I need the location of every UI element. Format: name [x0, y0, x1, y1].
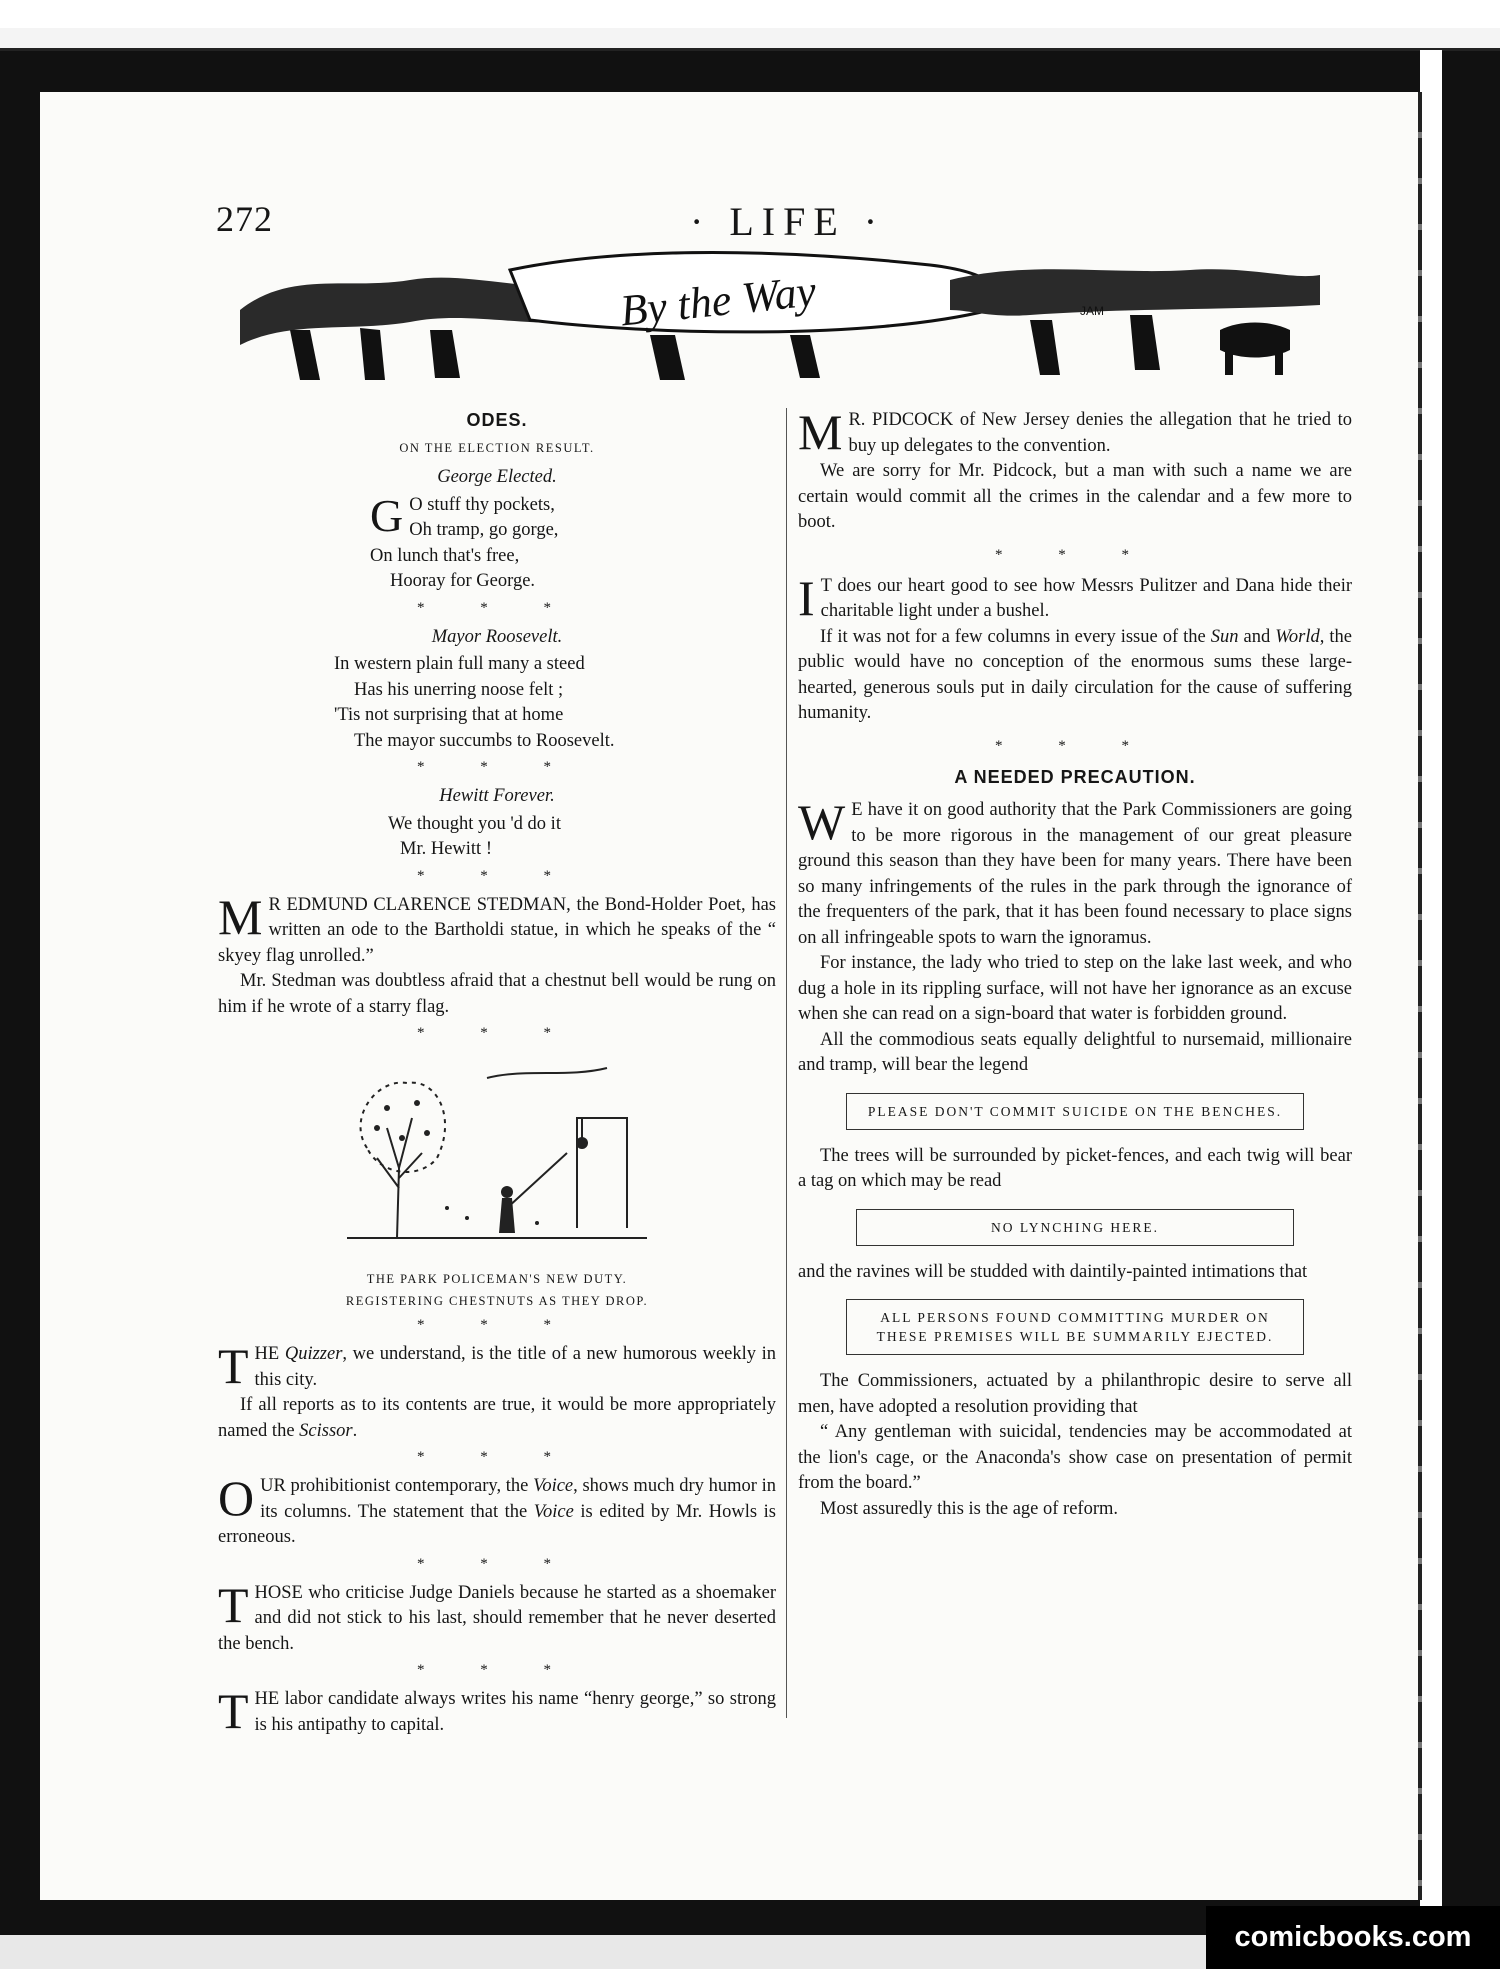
drop-cap: T: [218, 1683, 249, 1739]
binding-spine: [1418, 92, 1422, 1900]
paragraph-text: of New Jersey denies the allegation that he tried to buy up delegates to the convention.: [848, 410, 1352, 456]
lead-words: UR: [260, 1476, 286, 1496]
poem-line: Has his unerring noose felt ;: [354, 679, 564, 700]
paragraph-text: the Bond-Holder Poet, has written an ode to the Bartholdi statue, in which he speaks of the “ skyey flag unrolled.”: [218, 894, 776, 966]
section-separator: * * *: [417, 1555, 577, 1572]
section-separator: * * *: [417, 867, 577, 884]
precaution-article: [798, 765, 1352, 1523]
scan-right-edge: [1420, 50, 1442, 1930]
paragraph: The trees will be surrounded by picket-fences, and each twig will bear a tag on which may be read: [798, 1145, 1352, 1191]
caption-line: REGISTERING CHESTNUTS AS THEY DROP.: [345, 1294, 649, 1308]
drop-cap: T: [218, 1576, 249, 1633]
page-number: 272: [216, 199, 273, 239]
sign-board: PLEASE DON'T COMMIT SUICIDE ON THE BENCHES.: [846, 1093, 1304, 1130]
poem-title: Mayor Roosevelt.: [431, 626, 563, 647]
paragraph-text: have it on good authority that the Park Commissioners are going to be more rigorous in the management of our great pleasure ground this season than they have been for many years. There have been so many infringements of the rules in the park through the ignorance of the frequenters of the park, that it has been found necessary to place signs on all infringeable spots to warn the ignoramus.: [798, 800, 1352, 948]
poem-george: [218, 489, 776, 595]
labor-item: [218, 1683, 776, 1739]
lead-words: HOSE: [254, 1582, 303, 1603]
paragraph-text: does our heart good to see how Messrs Pulitzer and Dana hide their charitable light under a bushel.: [820, 575, 1352, 621]
section-separator: * * *: [417, 1025, 577, 1041]
quizzer-item: [218, 1338, 776, 1444]
poem-line: Mr. Hewitt !: [400, 839, 492, 859]
masthead-title: · LIFE ·: [690, 199, 886, 244]
right-column: [798, 404, 1352, 1522]
poem-line: O stuff thy pockets,: [409, 494, 555, 515]
pidcock-item: [798, 404, 1352, 536]
drop-cap: I: [798, 569, 815, 626]
paragraph: The Commissioners, actuated by a philanthropic desire to serve all men, have adopted a resolution providing that: [798, 1371, 1352, 1417]
section-separator: * * *: [417, 1662, 577, 1678]
drop-cap: W: [798, 794, 846, 850]
drop-cap: G: [370, 489, 404, 541]
paragraph: If it was not for a few columns in every issue of the Sun and World, the public would have no conception of the enormous sums these large-hearted, generous souls put in daily circulation for the cause of suffering humanity.: [798, 626, 1352, 723]
paragraph-text: , we understand, is the title of a new humorous weekly in this city.: [254, 1344, 776, 1390]
banner-signature: JAM: [1080, 304, 1104, 318]
publication-name: Voice: [533, 1501, 574, 1522]
column-divider: [786, 408, 787, 1718]
caption-line: THE PARK POLICEMAN'S NEW DUTY.: [366, 1272, 628, 1286]
left-column: [218, 408, 776, 1738]
paragraph: Most assuredly this is the age of reform.: [820, 1498, 1118, 1519]
section-separator: * * *: [417, 1449, 577, 1465]
section-separator: * * *: [417, 759, 577, 775]
illustration-caption: [218, 1268, 776, 1312]
publication-name: Quizzer: [284, 1344, 343, 1364]
poem-line: The mayor succumbs to Roosevelt.: [354, 730, 615, 751]
publication-name: Voice: [533, 1476, 574, 1496]
paragraph-text: labor candidate always writes his name “henry george,” so strong is his antipathy to capital.: [254, 1689, 776, 1735]
section-separator: * * *: [995, 737, 1155, 754]
paragraph: “ Any gentleman with suicidal, tendencies may be accommodated at the lion's cage, or the Anaconda's show case on presentation of permit from the board.”: [798, 1422, 1352, 1493]
odes-title: ODES.: [466, 410, 528, 430]
daniels-item: [218, 1576, 776, 1658]
chestnut-tree-illustration: [327, 1058, 667, 1258]
paragraph: For instance, the lady who tried to step on the lake last week, and who dug a hole in its rippling surface, will not have her ignorance as an excuse when she can read on a sign-board that water is forbidden ground.: [798, 953, 1352, 1024]
paragraph: All the commodious seats equally delightful to nursemaid, millionaire and tramp, will bear the legend: [798, 1029, 1352, 1075]
paragraph: If all reports as to its contents are true, it would be more appropriately named the Scissor.: [218, 1395, 776, 1441]
poem-line: On lunch that's free,: [370, 545, 520, 566]
banner-lettering: By the Way: [617, 266, 819, 336]
poem-line: Hooray for George.: [390, 571, 536, 591]
publication-name: World: [1275, 626, 1320, 647]
voice-item: OUR prohibitionist contemporary, the Voice, shows much dry humor in its columns. The statement that the Voice is edited by Mr. Howls is erroneous.: [218, 1470, 776, 1547]
lead-words: R EDMUND CLARENCE STEDMAN,: [268, 894, 571, 915]
odes-subtitle: ON THE ELECTION RESULT.: [399, 440, 595, 455]
lead-words: E: [851, 800, 863, 820]
drop-cap: M: [218, 888, 263, 945]
stedman-item: [218, 888, 776, 1021]
lead-words: HE: [254, 1689, 280, 1709]
paragraph: We are sorry for Mr. Pidcock, but a man with such a name we are certain would commit all the crimes in the calendar and a few more to boot.: [798, 461, 1352, 532]
poem-line: Oh tramp, go gorge,: [409, 520, 559, 540]
sign-board: ALL PERSONS FOUND COMMITTING MURDER ON THESE PREMISES WILL BE SUMMARILY EJECTED.: [846, 1299, 1304, 1355]
paragraph: Mr. Stedman was doubtless afraid that a chestnut bell would be rung on him if he wrote of a starry flag.: [218, 971, 776, 1017]
poem-title: George Elected.: [437, 467, 557, 487]
poem-line: We thought you 'd do it: [388, 813, 561, 834]
poem-line: In western plain full many a steed: [334, 654, 585, 674]
poem-title: Hewitt Forever.: [439, 786, 555, 806]
lead-words: HE: [254, 1344, 280, 1364]
paragraph-text: who criticise Judge Daniels because he started as a shoemaker and did not stick to his last, should remember that he never deserted the bench.: [218, 1582, 776, 1654]
scan-top-edge: [0, 0, 1500, 51]
lead-words: T: [820, 575, 832, 596]
publication-name: Sun: [1210, 626, 1239, 647]
drop-cap: O: [218, 1470, 255, 1526]
section-separator: * * *: [417, 1317, 577, 1333]
drop-cap: T: [218, 1338, 249, 1394]
paragraph: and the ravines will be studded with daintily-painted intimations that: [798, 1261, 1308, 1282]
section-separator: * * *: [995, 546, 1155, 563]
section-separator: * * *: [417, 599, 577, 616]
poem-line: 'Tis not surprising that at home: [334, 705, 564, 725]
article-title: A NEEDED PRECAUTION.: [954, 766, 1196, 787]
publication-name: Scissor: [299, 1420, 353, 1441]
lead-words: R. PIDCOCK: [848, 410, 954, 430]
drop-cap: M: [798, 404, 843, 460]
poem-roosevelt: [218, 652, 776, 754]
by-the-way-banner-illustration: [230, 250, 1360, 390]
site-watermark: comicbooks.com: [1206, 1906, 1500, 1969]
poem-hewitt: [218, 812, 776, 863]
sign-board: NO LYNCHING HERE.: [856, 1209, 1294, 1246]
pulitzer-item: [798, 569, 1352, 727]
